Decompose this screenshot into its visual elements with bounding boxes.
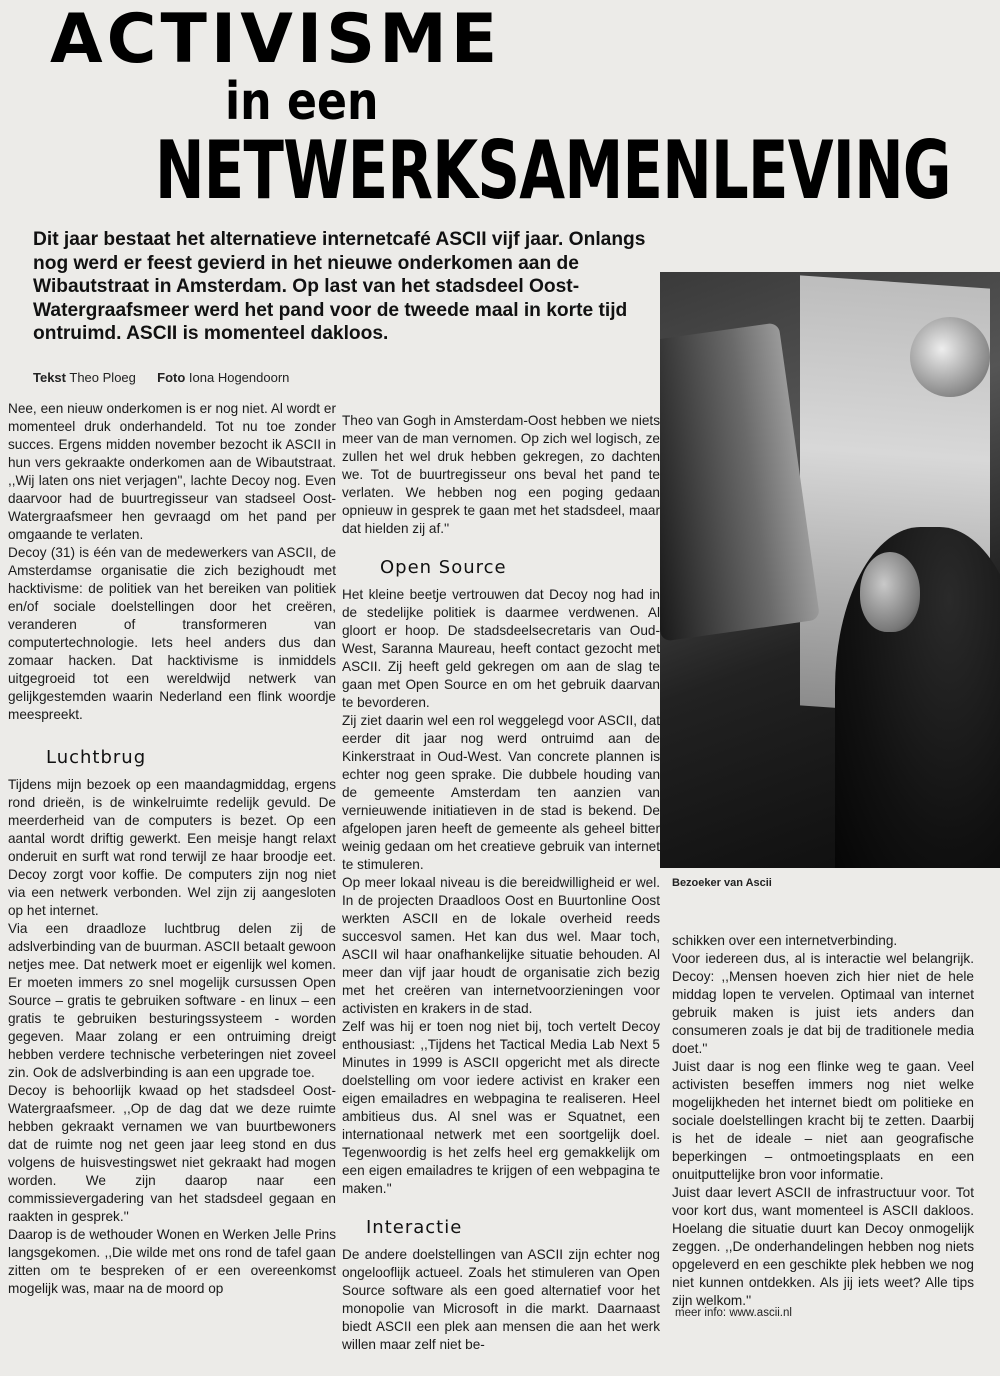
tekst-author: Theo Ploeg: [69, 370, 136, 385]
paragraph: Zij ziet daarin wel een rol weggelegd voor ASCII, dat eerder dit jaar nog werd ontruimd aan de Kinkerstraat in Oud-West. Van concrete plannen is echter nog geen sprake. Die dubbele houding van de gemeente Amsterdam ten aanzien van vernieuwende initiatieven in de stad is bekend. De afgelopen jaren heeft de gemeente als geheel bitter weinig gedaan om het creatieve gebruik van internet te stimuleren.: [342, 713, 660, 872]
photo-visitor: [660, 272, 1000, 868]
credits: [33, 370, 289, 385]
title-netwerksamenleving: NETWERKSAMENLEVING: [155, 124, 951, 217]
meer-info-link[interactable]: meer info: www.ascii.nl: [675, 1307, 792, 1319]
foto-label: Foto: [157, 370, 186, 385]
paragraph: Juist daar is nog een flinke weg te gaan. Veel activisten beseffen immers nog niet welke mogelijkheden het internet biedt om politieke en sociale doelstellingen kracht bij te zetten. Daarbij is het de ideale – niet aan geografische beperkingen – ontmoetingsplaats en een onuitputtelijke bron voor informatie.: [672, 1059, 974, 1182]
paragraph: Decoy is behoorlijk kwaad op het stadsdeel Oost-Watergraafsmeer. ,,Op de dag dat we deze ruimte hebben gekraakt vernamen we van buurtbewoners dat de ruimte nog net geen jaar leeg stond en dus volgens de huisvestingswet niet gekraakt had mogen worden. We zijn daarop naar een commissievergadering van het stadsdeel gegaan en raakten in gesprek.'': [8, 1083, 336, 1224]
subheading-luchtbrug: Luchtbrug: [46, 747, 147, 768]
subheading-open-source: Open Source: [380, 557, 507, 578]
paragraph: Decoy (31) is één van de medewerkers van ASCII, de Amsterdamse organisatie die zich bezighoudt met hacktivisme: de politiek van het bereiken van politiek en/of sociale doelstellingen door het creëren, veranderen of transformeren van computertechnologie. Iets heel anders dus dan zomaar hacken. Dat hacktivisme is inmiddels uitgegroeid tot een wereldwijd netwerk van gelijkgestemden waarin Nederland een flink woordje meespreekt.: [8, 545, 336, 722]
paragraph: Juist daar levert ASCII de infrastructuur voor. Tot voor kort dus, want momenteel is ASCII dakloos. Hoelang die situatie duurt kan Decoy onmogelijk zeggen. ,,De onderhandelingen hebben nog niets opgeleverd en een geschikte plek hebben we nog niet kunnen ontdekken. Als jij iets weet? Alle tips zijn welkom.'': [672, 1185, 974, 1308]
paragraph: Nee, een nieuw onderkomen is er nog niet. Al wordt er momenteel druk onderhandeld. Tot nu toe zonder succes. Ergens midden november bezocht ik ASCII in hun vers gekraakte onderkomen aan de Wibautstraat. ,,Wij laten ons niet verjagen'', lachte Decoy nog. Even daarvoor had de buurtregisseur van stadseel Oost-Watergraafsmeer hen gevraagd om het pand per omgaande te verlaten.: [8, 401, 336, 542]
paragraph: Zelf was hij er toen nog niet bij, toch vertelt Decoy enthousiast: ,,Tijdens het Tactical Media Lab Next 5 Minutes in 1999 is ASCII opgericht met als directe doelstelling om voor iedere activist en kraker een eigen emailadres en webpagina te realiseren. Heel ambitieus dus. Al snel was er Squatnet, een internationaal netwerk met een soortgelijk doel. Tegenwoordig is het zelfs heel erg gemakkelijk om een eigen emailadres te krijgen of een webpagina te maken.'': [342, 1019, 660, 1196]
paragraph: Theo van Gogh in Amsterdam-Oost hebben we niets meer van de man vernomen. Op zich wel logisch, ze zullen het wel druk hebben gekregen, zo dachten we. Tot de buurtregisseur ons beval het pand te verlaten. We hebben nog een poging gedaan opnieuw in gesprek te gaan met het stadsdeel, maar dat hielden zij af.'': [342, 413, 660, 536]
paragraph: schikken over een internetverbinding.: [672, 933, 898, 948]
title-activisme: ACTIVISME: [50, 0, 502, 79]
column-3: [672, 932, 974, 1310]
tekst-label: Tekst: [33, 370, 66, 385]
lead-paragraph: Dit jaar bestaat het alternatieve internetcafé ASCII vijf jaar. Onlangs nog werd er feest gevierd in het nieuwe onderkomen aan de Wibautstraat in Amsterdam. Op last van het stadsdeel Oost-Watergraafsmeer werd het pand voor de tweede maal in korte tijd ontruimd. ASCII is momenteel dakloos.: [33, 229, 646, 344]
photo-caption: Bezoeker van Ascii: [672, 877, 772, 889]
paragraph: Via een draadloze luchtbrug delen zij de adslverbinding van de buurman. ASCII betaalt gewoon netjes mee. Dat netwerk moet er eigenlijk wel komen. Er moeten immers zo snel mogelijk cursussen Open Source – gratis te gebruiken software - en linux – een gratis te gebruiken besturingssysteem - worden gegeven. Maar zolang er een ontruiming dreigt hebben verdere technische verbeteringen niet zoveel zin. Ook de adslverbinding is aan een upgrade toe.: [8, 921, 336, 1080]
foto-author: Iona Hogendoorn: [188, 370, 290, 385]
column-1: [8, 400, 336, 1298]
subheading-interactie: Interactie: [366, 1217, 463, 1238]
title-in-een: in een: [225, 72, 379, 132]
paragraph: Voor iedereen dus, al is interactie wel belangrijk. Decoy: ,,Mensen hoeven zich hier niet de hele middag lopen te vervelen. Optimaal van internet gebruik maken is juist iets anders dan consumeren zoals je dat bij de traditionele media doet.'': [672, 951, 974, 1056]
paragraph: Op meer lokaal niveau is die bereidwilligheid er wel. In de projecten Draadloos Oost en Buurtonline Oost werkten ASCII en de lokale overheid reeds succesvol samen. Het kan dus wel. Maar toch, ASCII wil haar onafhankelijke situatie behouden. Al meer dan vijf jaar houdt de organisatie zich bezig met het creëren van internetvoorzieningen voor activisten en krakers in de stad.: [342, 875, 660, 1016]
paragraph: Tijdens mijn bezoek op een maandagmiddag, ergens rond drieën, is de winkelruimte redelijk gevuld. De meerderheid van de computers is bezet. Op een aantal wordt driftig gewerkt. Een meisje hangt relaxt onderuit en surft wat rond terwijl ze haar broodje eet. Decoy zorgt voor koffie. De computers zijn nog niet via een netwerk verbonden. Wel zijn zij aangesloten op het internet.: [8, 777, 336, 918]
paragraph: De andere doelstellingen van ASCII zijn echter nog ongelooflijk actueel. Zoals het stimuleren van Open Source software als een goed alternatief voor het monopolie van Microsoft in die markt. Daarnaast biedt ASCII een plek aan mensen die aan het werk willen maar zelf niet be-: [342, 1247, 660, 1352]
column-2: [342, 412, 660, 1354]
paragraph: Daarop is de wethouder Wonen en Werken Jelle Prins langsgekomen. ,,Die wilde met ons rond de tafel gaan zitten om te bespreken of er een overeenkomst mogelijk was, maar na de moord op: [8, 1227, 336, 1296]
paragraph: Het kleine beetje vertrouwen dat Decoy nog had in de stedelijke politiek is daarmee verdwenen. Al gloort er hoop. De stadsdeelsecretaris van Oud-West, Saranna Maureau, heeft contact gezocht met ASCII. Zij heeft geld gekregen om aan de slag te gaan met Open Source en om het gebruik daarvan te bevorderen.: [342, 587, 660, 710]
